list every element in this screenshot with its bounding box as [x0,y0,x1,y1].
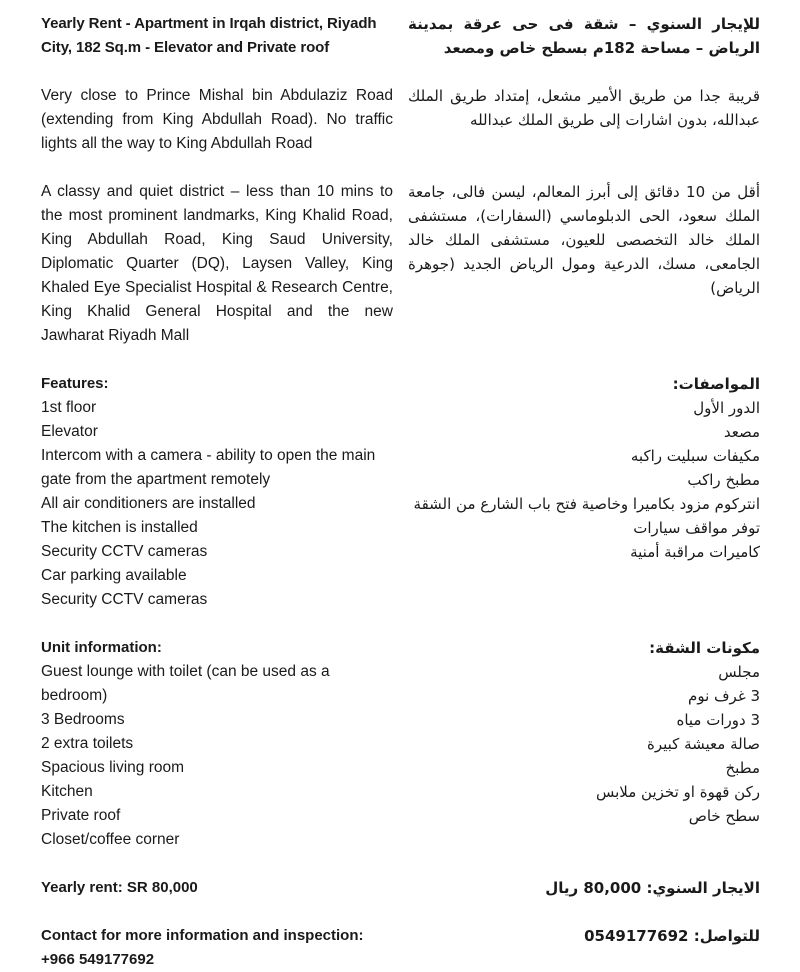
spacer [41,612,760,636]
list-item: Guest lounge with toilet (can be used as a bedroom) [41,663,330,704]
list-item: 3 Bedrooms [41,711,125,728]
list-item: Car parking available [41,567,187,584]
unit-information-list-en [41,660,393,852]
price-en: Yearly rent: SR 80,000 [41,879,198,896]
contact-row [41,924,760,972]
list-item: 3 دورات مياه [676,711,760,729]
unit-information-en [41,636,393,852]
list-item: كاميرات مراقبة أمنية [630,543,760,561]
list-item: Private roof [41,807,121,824]
list-item: سطح خاص [688,807,760,825]
list-item: مصعد [723,423,760,441]
list-item: All air conditioners are installed [41,495,256,512]
list-item: Spacious living room [41,759,185,776]
features-en [41,372,393,612]
list-item: صالة معيشة كبيرة [646,735,760,753]
list-item: Kitchen [41,783,93,800]
list-item: The kitchen is installed [41,519,198,536]
features-list-en [41,396,393,612]
list-item: 3 غرف نوم [688,687,760,705]
contact-ar[interactable]: للتواصل: 0549177692 [584,927,760,945]
list-item: Security CCTV cameras [41,543,208,560]
spacer [41,852,760,876]
spacer [41,348,760,372]
contact-phone-en[interactable]: +966 549177692 [41,951,155,968]
list-item: مجلس [718,663,760,681]
title-row [41,12,760,60]
list-item: انتركوم مزود بكاميرا وخاصية فتح باب الشارع من الشقة [413,495,760,513]
features-row [41,372,760,612]
title-ar: للإيجار السنوي – شقة فى حى عرقة بمدينة الرياض – مساحة 182م بسطح خاص ومصعد [408,15,760,57]
features-ar [408,372,760,564]
list-item: Closet/coffee corner [41,831,180,848]
unit-information-heading-en: Unit information: [41,639,162,656]
intro-en: Very close to Prince Mishal bin Abdulaziz Road (extending from King Abdullah Road). No traffic lights all the way to King Abdullah Road [41,87,393,152]
features-heading-ar: المواصفات: [672,375,760,393]
contact-en [41,924,393,972]
contact-label-en: Contact for more information and inspection: [41,927,364,944]
location-ar: أقل من 10 دقائق إلى أبرز المعالم، ليسن فالى، جامعة الملك سعود، الحى الدبلوماسي (السفارات)، مستشفى الملك خالد التخصصى للعيون، مستشفى الملك خالد الجامعى، مسك، الدرعية ومول الرياض الجديد (جوهرة الرياض) [408,183,761,297]
location-row [41,180,760,348]
location-en: A classy and quiet district – less than 10 mins to the most prominent landmarks, King Khalid Road, King Abdullah Road, King Saud University, Diplomatic Quarter (DQ), Laysen Valley, King Khaled Eye Specialist Hospital & Research Centre, King Khalid General Hospital and the new Jawharat Riyadh Mall [41,183,393,344]
list-item: مطبخ [725,759,760,777]
list-item: 2 extra toilets [41,735,134,752]
unit-information-list-ar [408,660,760,828]
list-item: مكيفات سبليت راكبه [630,447,760,465]
list-item: Elevator [41,423,98,440]
list-item: Security CCTV cameras [41,591,208,608]
intro-row [41,84,760,156]
unit-information-row [41,636,760,852]
title-en: Yearly Rent - Apartment in Irqah district, Riyadh City, 182 Sq.m - Elevator and Private roof [41,15,377,56]
list-item: توفر مواقف سيارات [633,519,760,537]
features-list-ar [408,396,760,564]
spacer [41,156,760,180]
price-row [41,876,760,900]
intro-ar: قريبة جدا من طريق الأمير مشعل، إمتداد طريق الملك عبدالله، بدون اشارات إلى طريق الملك عبدالله [408,87,760,129]
price-ar: الايجار السنوي: 80,000 ريال [545,879,760,897]
list-item: Intercom with a camera - ability to open the main gate from the apartment remotely [41,447,376,488]
spacer [41,900,760,924]
list-item: الدور الأول [693,399,760,417]
features-heading-en: Features: [41,375,109,392]
unit-information-heading-ar: مكونات الشقة: [649,639,760,657]
list-item: مطبخ راكب [687,471,760,489]
spacer [41,60,760,84]
list-item: ركن قهوة او تخزين ملابس [596,783,760,801]
list-item: 1st floor [41,399,97,416]
unit-information-ar [408,636,760,828]
